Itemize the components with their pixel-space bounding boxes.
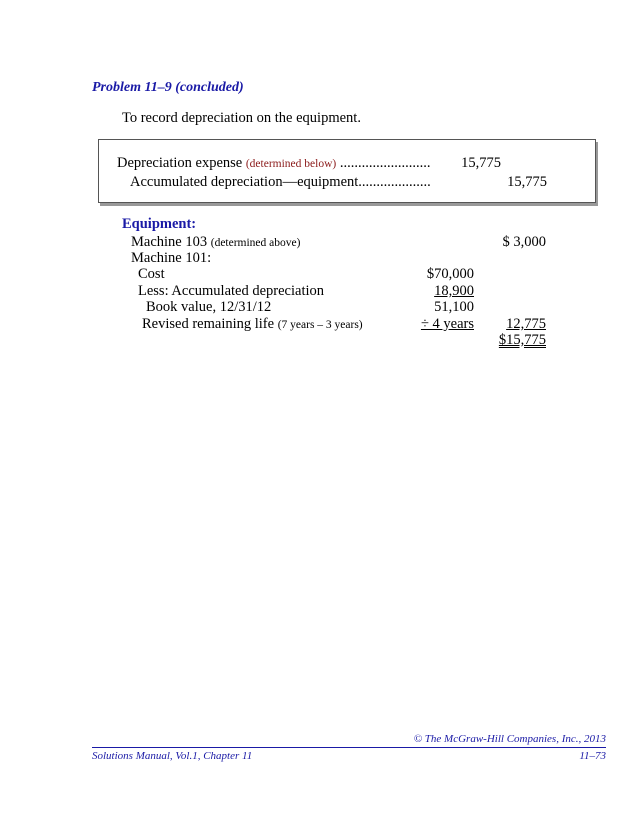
cost-label: Cost bbox=[138, 266, 165, 282]
journal-credit-amount: 15,775 bbox=[507, 174, 547, 190]
machine-101-label: Machine 101: bbox=[131, 250, 212, 266]
accumulated-depreciation-label: Less: Accumulated depreciation bbox=[138, 283, 325, 299]
journal-line-1-note: (determined below) bbox=[245, 158, 337, 170]
total-depreciation-amount: $15,775 bbox=[498, 332, 546, 348]
machine-103-label: Machine 103 bbox=[131, 234, 208, 250]
book-value-label: Book value, 12/31/12 bbox=[146, 299, 272, 315]
journal-line-1 bbox=[117, 155, 430, 172]
intro-text: To record depreciation on the equipment. bbox=[122, 110, 361, 126]
equipment-heading: Equipment: bbox=[122, 216, 197, 232]
machine-103-row bbox=[131, 234, 300, 251]
footer-left: Solutions Manual, Vol.1, Chapter 11 bbox=[92, 750, 253, 762]
accumulated-depreciation-amount: 18,900 bbox=[434, 283, 474, 299]
journal-debit-amount: 15,775 bbox=[461, 155, 501, 171]
remaining-life-row bbox=[142, 316, 363, 333]
footer-copyright: © The McGraw-Hill Companies, Inc., 2013 bbox=[413, 733, 606, 745]
journal-line-2 bbox=[130, 174, 431, 191]
journal-line-2-account: Accumulated depreciation—equipment bbox=[130, 174, 359, 190]
footer-page-number: 11–73 bbox=[579, 750, 606, 762]
remaining-life-amount: ÷ 4 years bbox=[420, 316, 474, 332]
journal-line-2-leader: .................... bbox=[358, 174, 431, 190]
footer-divider bbox=[92, 747, 606, 748]
journal-line-1-account: Depreciation expense bbox=[117, 155, 243, 171]
journal-line-1-leader: ......................... bbox=[336, 155, 431, 171]
cost-amount: $70,000 bbox=[426, 266, 474, 282]
machine-103-note: (determined above) bbox=[210, 237, 301, 249]
machine-101-amount: 12,775 bbox=[506, 316, 546, 332]
remaining-life-label: Revised remaining life bbox=[142, 316, 275, 332]
book-value-amount: 51,100 bbox=[434, 299, 474, 315]
machine-103-amount: $ 3,000 bbox=[502, 234, 546, 250]
page-title: Problem 11–9 (concluded) bbox=[92, 80, 244, 95]
remaining-life-note: (7 years – 3 years) bbox=[277, 319, 363, 331]
